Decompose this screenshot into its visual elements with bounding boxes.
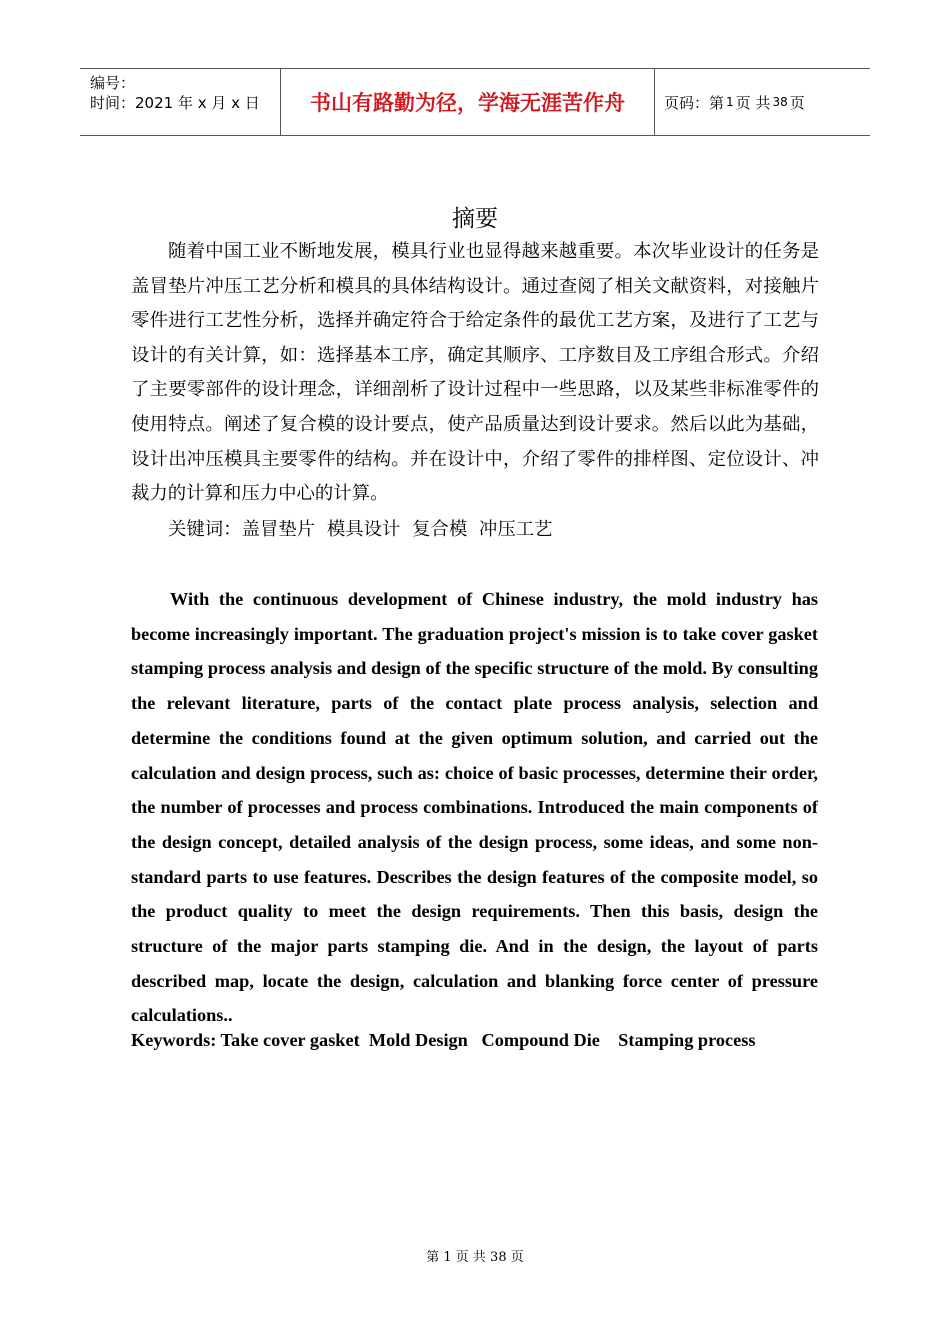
page-current: 1 <box>726 95 734 109</box>
page-footer: 第 1 页 共 38 页 <box>426 1250 524 1265</box>
abstract-chinese: 随着中国工业不断地发展，模具行业也显得越来越重要。本次毕业设计的任务是盖冒垫片冲压工艺分析和模具的具体结构设计。通过查阅了相关文献资料，对接触片零件进行工艺性分析，选择并确定符合于给定条件的最优工艺方案，及进行了工艺与设计的有关计算，如：选择基本工序，确定其顺序、工序数目及工序组合形式。介绍了主要零部件的设计理念，详细剖析了设计过程中一些思路，以及某些非标准零件的使用特点。阐述了复合模的设计要点，使产品质量达到设计要求。然后以此为基础，设计出冲压模具主要零件的结构。并在设计中，介绍了零件的排样图、定位设计、冲裁力的计算和压力中心的计算。 <box>131 241 819 505</box>
document-number-label: 编号： <box>90 74 136 92</box>
page-middle: 页 共 <box>735 93 771 112</box>
header-motto: 书山有路勤为径，学海无涯苦作舟 <box>281 69 655 135</box>
page-suffix: 页 <box>789 93 805 112</box>
abstract-title: 摘要 <box>452 206 498 232</box>
keywords-chinese: 关键词：盖冒垫片 模具设计 复合模 冲压工艺 <box>168 519 553 540</box>
page-header <box>80 68 870 136</box>
page-total: 38 <box>772 95 788 109</box>
header-meta <box>80 69 281 135</box>
abstract-english: With the continuous development of Chinese industry, the mold industry has become increasingly important. The graduation project's mission is to take cover gasket stamping process analysis and design of the specific structure of the mold. By consulting the relevant literature, parts of the contact plate process analysis, selection and determine the conditions found at the given optimum solution, and carried out the calculation and design process, such as: choice of basic processes, determine their order, the number of processes and process combinations. Introduced the main components of the design concept, detailed analysis of the design process, some ideas, and some non-standard parts to use features. Describes the design features of the composite model, so the product quality to meet the design requirements. Then this basis, design the structure of the major parts stamping die. And in the design, the layout of parts described map, locate the design, calculation and blanking force center of pressure calculations.. <box>131 589 818 1026</box>
page-prefix: 页码：第 <box>664 93 725 112</box>
header-page-info <box>655 69 870 135</box>
keywords-english: Keywords: Take cover gasket Mold Design Compound Die Stamping process <box>131 1030 756 1050</box>
document-date: 时间：2021 年 x 月 x 日 <box>90 94 260 112</box>
